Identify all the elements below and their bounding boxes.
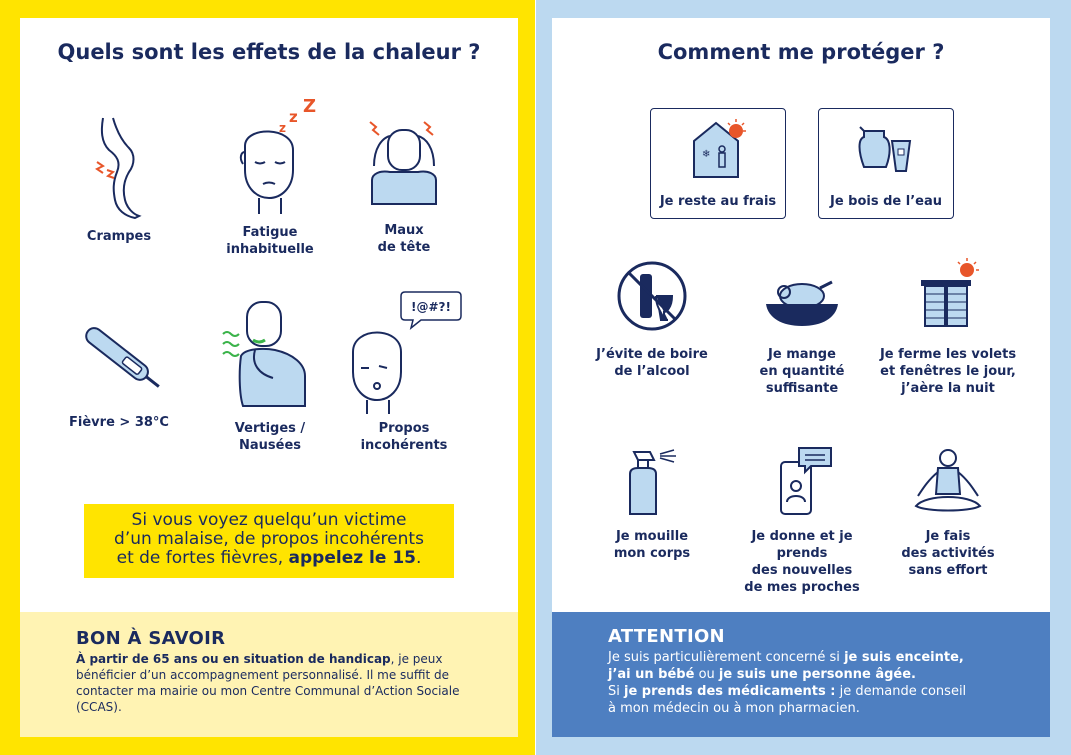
effect-fievre xyxy=(49,308,189,431)
bon-a-savoir-heading: BON À SAVOIR xyxy=(76,628,226,649)
advice-proches xyxy=(732,446,872,596)
speech-bubble-text: !@#?! xyxy=(411,300,451,314)
advice-label: Je mange en quantité suffisante xyxy=(759,347,845,396)
tired-face-icon xyxy=(215,96,325,220)
effect-maux-de-tete xyxy=(334,108,474,256)
attention-body: Je suis particulièrement concerné si xyxy=(608,650,845,665)
advice-alcool xyxy=(582,258,722,380)
nausea-icon xyxy=(215,294,325,416)
protection-panel xyxy=(552,18,1050,737)
effect-label: Fièvre > 38°C xyxy=(69,415,169,430)
attention-section xyxy=(552,612,1050,737)
svg-text:Z: Z xyxy=(303,96,317,117)
effect-label: Maux de tête xyxy=(377,223,431,255)
incoherent-speech-icon xyxy=(339,290,469,416)
attention-emphasis: je suis une personne âgée. xyxy=(718,667,916,682)
advice-label: Je fais des activités sans effort xyxy=(901,529,995,578)
cool-house-icon xyxy=(688,117,748,181)
bon-a-savoir-body: , je peux bénéficier d’un accompagnement personnalisé. Il me suffit de contacter ma mairie ou mon Centre Communal d’Action Sociale (CCAS). xyxy=(76,652,460,714)
shutters-icon xyxy=(913,256,983,332)
svg-text:❄: ❄ xyxy=(702,149,711,160)
advice-activites xyxy=(878,446,1018,579)
protection-title: Comment me protéger ? xyxy=(657,40,945,64)
headache-icon xyxy=(364,108,444,218)
cramp-leg-icon xyxy=(79,112,159,222)
advice-mouille xyxy=(582,446,722,562)
callout-line: Si vous voyez quelqu’un victime xyxy=(131,510,407,530)
effect-propos-incoherents xyxy=(334,290,474,454)
attention-text xyxy=(608,649,1020,717)
advice-label: Je ferme les volets et fenêtres le jour, j’aère la nuit xyxy=(879,347,1017,396)
effect-label: Vertiges / Nausées xyxy=(234,421,306,453)
attention-emphasis: je suis enceinte, xyxy=(844,650,964,665)
effect-vertiges xyxy=(200,294,340,454)
thermometer-icon xyxy=(64,308,174,408)
advice-box-eau xyxy=(818,108,954,219)
callout-line: d’un malaise, de propos incohérents xyxy=(114,529,424,549)
advice-volets xyxy=(878,256,1018,397)
advice-label: J’évite de boire de l’alcool xyxy=(596,347,708,379)
callout-emphasis: appelez le 15 xyxy=(288,548,416,568)
advice-label: Je mouille mon corps xyxy=(613,529,691,561)
water-jug-icon xyxy=(854,117,918,181)
spray-bottle-icon xyxy=(614,446,690,518)
bon-a-savoir-section xyxy=(20,612,518,737)
svg-text:z: z xyxy=(289,108,298,126)
svg-text:z: z xyxy=(279,121,286,135)
call-15-callout xyxy=(84,504,454,578)
advice-label: Je bois de l’eau xyxy=(829,194,943,209)
phone-message-icon xyxy=(767,446,837,518)
advice-manger xyxy=(732,266,872,397)
effect-crampes xyxy=(49,112,189,245)
effect-label: Propos incohérents xyxy=(360,421,448,453)
heat-effects-title: Quels sont les effets de la chaleur ? xyxy=(57,40,481,64)
meditation-icon xyxy=(910,446,986,518)
attention-emphasis: je prends des médicaments : xyxy=(624,684,836,699)
advice-label: Je donne et je prends des nouvelles de mes proches xyxy=(744,529,860,595)
attention-body: à mon médecin ou à mon pharmacien. xyxy=(608,701,860,716)
attention-body: ou xyxy=(694,667,719,682)
food-bowl-icon xyxy=(762,266,842,332)
callout-text: et de fortes fièvres, xyxy=(116,548,289,568)
bon-a-savoir-emphasis: À partir de 65 ans ou en situation de handicap xyxy=(76,652,391,666)
effect-label: Crampes xyxy=(86,229,152,244)
bon-a-savoir-text xyxy=(76,651,488,715)
attention-body: je demande conseil xyxy=(835,684,967,699)
callout-text: . xyxy=(415,548,422,568)
callout-line xyxy=(84,549,454,568)
advice-label: Je reste au frais xyxy=(659,194,777,209)
effect-fatigue xyxy=(200,96,340,258)
attention-emphasis: j’ai un bébé xyxy=(608,667,695,682)
effect-label: Fatigue inhabituelle xyxy=(226,225,314,257)
attention-body: Si xyxy=(608,684,624,699)
heat-effects-panel xyxy=(20,18,518,737)
advice-box-frais xyxy=(650,108,786,219)
attention-heading: ATTENTION xyxy=(608,626,725,647)
no-alcohol-icon xyxy=(614,258,690,334)
